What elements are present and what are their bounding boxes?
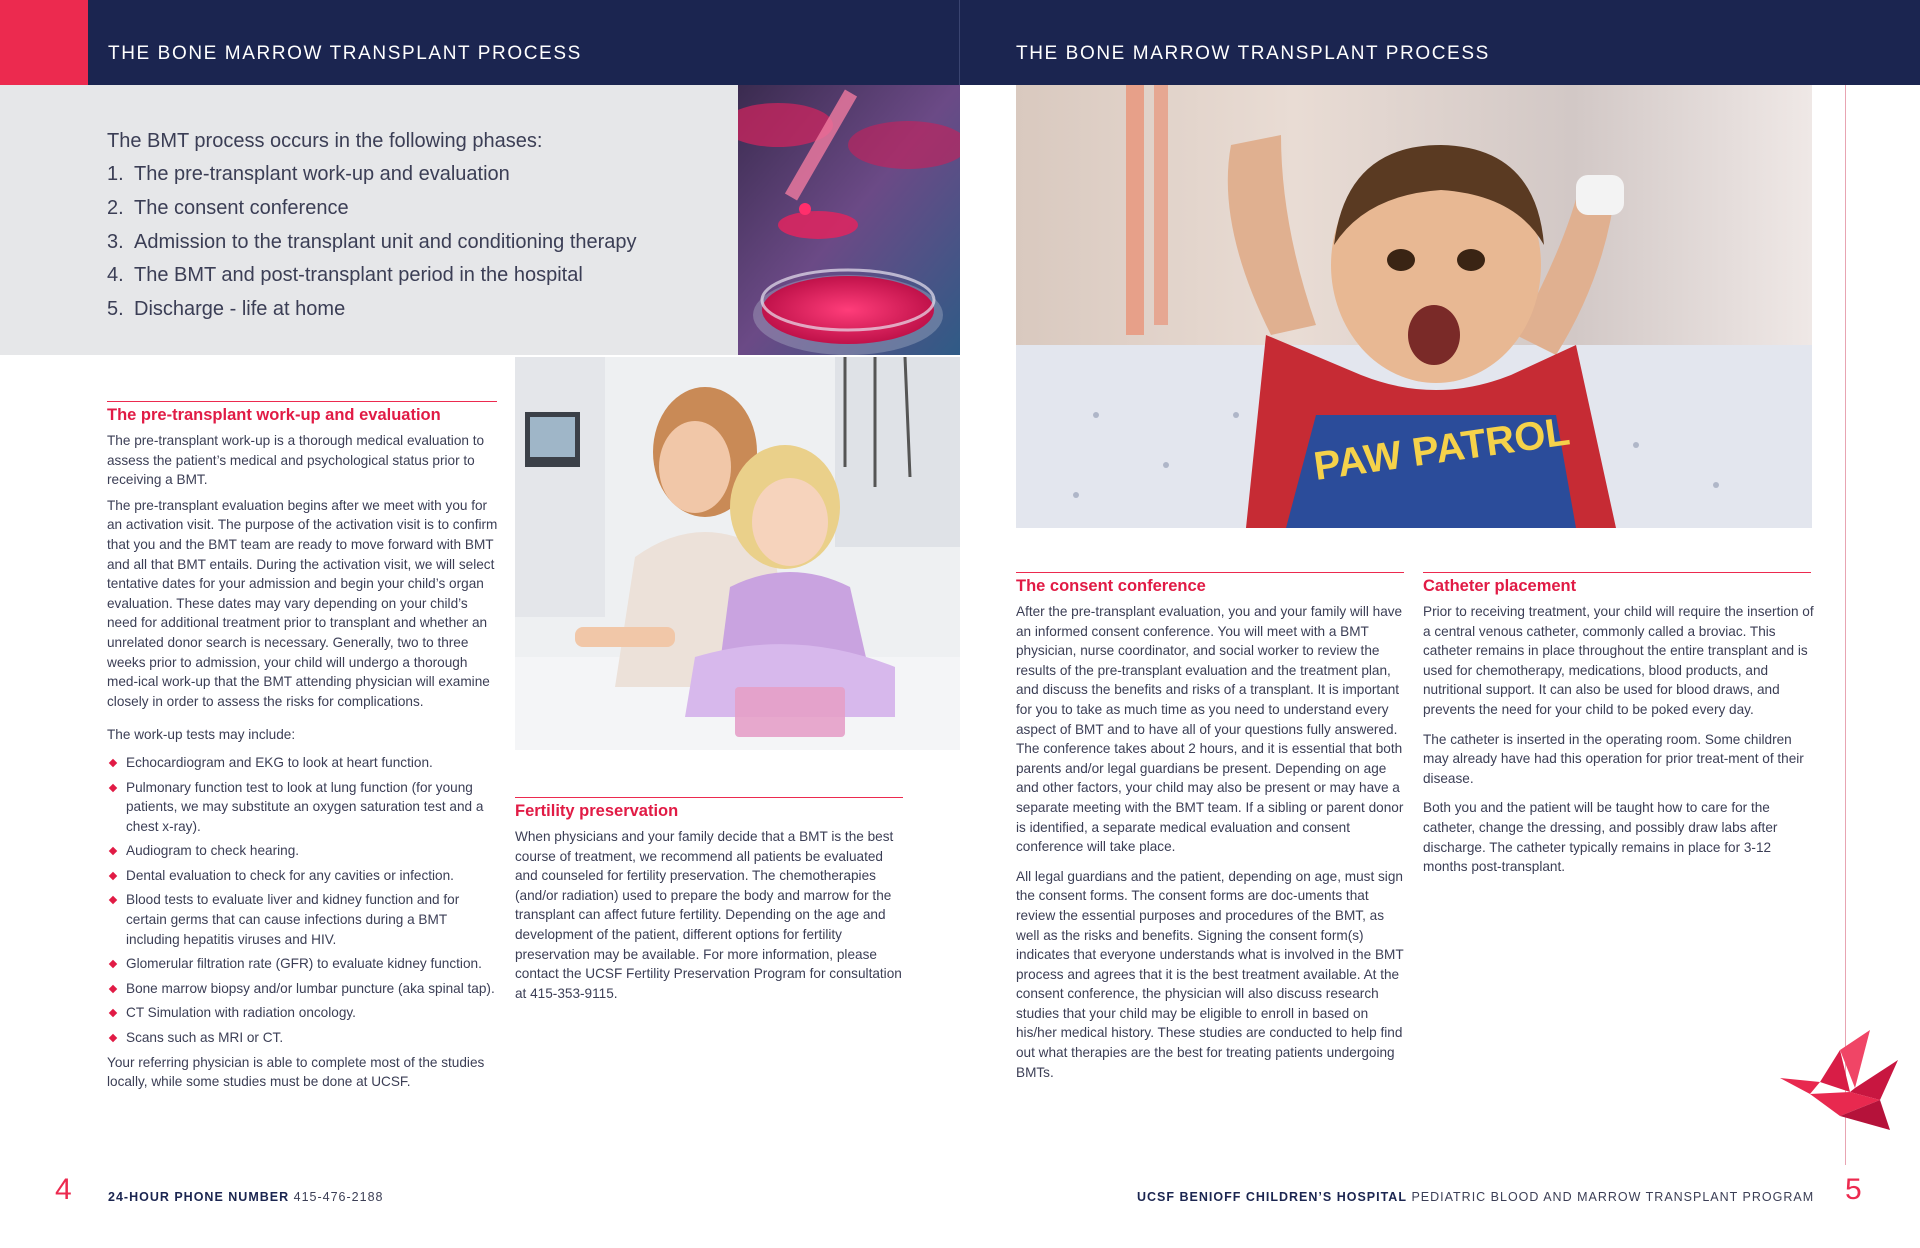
consent-paragraph: All legal guardians and the patient, depending on age, must sign the consent forms. The consent forms are doc-uments that review the essential purposes and procedures of the BMT, as well as the risks and benefits. Signing the consent form(s) indicates that everyone understands what is involved in the BMT process and agrees that it is the best treatment available. At the consent conference, the physician will also discuss research studies that your child may be eligible to enroll in based on his/her medical history. These studies are conducted to help find out what therapies are the best for treating patients undergoing BMTs. (1016, 868, 1404, 1080)
fertility-heading: Fertility preservation (515, 802, 679, 820)
list-item: Blood tests to evaluate liver and kidney function and for certain germs that can cause infections during a BMT including hepatitis viruses and HIV. (107, 890, 499, 949)
page-number-left: 4 (55, 1173, 72, 1206)
section-rule (515, 797, 903, 798)
right-page-title: THE BONE MARROW TRANSPLANT PROCESS (1016, 43, 1490, 64)
bullet-diamond-icon (109, 783, 117, 791)
pretransplant-paragraph: The pre-transplant evaluation begins after we meet with you for an activation visit. The purpose of the activation visit is to confirm that you and the BMT team are ready to move forward with BMT and all that BMT entails. During the activation visit, we will select tentative dates for your admission and begin your child’s organ evaluation. These dates may vary depending on your child’s need for additional treatment prior to transplant and whether an unrelated donor search is necessary. Generally, two to three weeks prior to admission, your child will undergo a thorough med-ical work-up that the BMT attending physician will examine closely in order to assess the risks for complications. (107, 497, 498, 709)
catheter-paragraph: The catheter is inserted in the operating room. Some children may already have had this operation for prior treat-ment of their disease. (1423, 731, 1804, 786)
list-item: Audiogram to check hearing. (107, 841, 499, 861)
phase-item: 4. The BMT and post-transplant period in the hospital (107, 264, 583, 286)
list-item: Echocardiogram and EKG to look at heart function. (107, 753, 499, 773)
fertility-body: When physicians and your family decide that a BMT is the best course of treatment, we recommend all patients be evaluated and counseled for fertility preservation. The chemotherapies (and/or radiation) used to prepare the body and marrow for the transplant can affect future fertility. Depending on the age and development of the patient, different options for fertility preservation may be available. For more information, please contact the UCSF Fertility Preservation Program for consultation at 415-353-9115. (515, 829, 902, 1001)
bullet-diamond-icon (109, 872, 117, 880)
list-item: Dental evaluation to check for any cavities or infection. (107, 866, 499, 886)
origami-crane-icon (1780, 1030, 1905, 1130)
catheter-body (1423, 602, 1815, 883)
bullet-diamond-icon (109, 1034, 117, 1042)
footer-phone: 24-HOUR PHONE NUMBER 415-476-2188 (108, 1190, 384, 1204)
left-page-title: THE BONE MARROW TRANSPLANT PROCESS (108, 43, 582, 64)
consent-heading: The consent conference (1016, 577, 1206, 595)
consent-body (1016, 602, 1408, 1088)
tests-list (107, 753, 499, 1048)
phase-item: 3. Admission to the transplant unit and conditioning therapy (107, 231, 637, 253)
phase-item: 5. Discharge - life at home (107, 298, 346, 320)
petri-dish-photo (738, 85, 960, 355)
phase-item: 2. The consent conference (107, 197, 349, 219)
section-rule (1423, 572, 1811, 573)
mother-daughter-photo (515, 357, 960, 750)
consent-paragraph: After the pre-transplant evaluation, you and your family will have an informed consent conference. You will meet with a BMT physician, nurse coordinator, and social worker to review the results of the pre-transplant evaluation and the treatment plan, and discuss the benefits and risks of a transplant. It is important for you to take as much time as you need to understand every aspect of BMT and to have all of your questions fully answered. The conference takes about 2 hours, and it is essential that both parents and/or legal guardians be present. Depending on age and other factors, your child may also be present or may have a separate meeting with the BMT team. If a sibling or parent donor is identified, a separate medical evaluation and consent conference will take place. (1016, 604, 1404, 855)
bullet-diamond-icon (109, 847, 117, 855)
bullet-diamond-icon (109, 985, 117, 993)
list-item: Glomerular filtration rate (GFR) to evaluate kidney function. (107, 954, 499, 974)
intro-lead-text: The BMT process occurs in the following phases: (107, 130, 543, 152)
pretransplant-closing: Your referring physician is able to complete most of the studies locally, while some studies must be done at UCSF. (107, 1054, 485, 1090)
footer-program: UCSF BENIOFF CHILDREN’S HOSPITAL PEDIATRIC BLOOD AND MARROW TRANSPLANT PROGRAM (1137, 1190, 1815, 1204)
bullet-diamond-icon (109, 896, 117, 904)
right-margin-line (1845, 85, 1846, 1165)
svg-text:PAW PATROL: PAW PATROL (1311, 409, 1573, 489)
pretransplant-heading: The pre-transplant work-up and evaluation (107, 406, 441, 424)
list-item: Scans such as MRI or CT. (107, 1028, 499, 1048)
bullet-diamond-icon (109, 960, 117, 968)
tests-intro: The work-up tests may include: (107, 727, 296, 743)
bullet-diamond-icon (109, 759, 117, 767)
page-spread-divider (959, 0, 960, 85)
list-item: Bone marrow biopsy and/or lumbar puncture (aka spinal tap). (107, 979, 499, 999)
pretransplant-body (107, 431, 499, 1098)
boy-cheering-photo (1016, 85, 1812, 528)
pretransplant-paragraph: The pre-transplant work-up is a thorough medical evaluation to assess the patient’s medical and psychological status prior to receiving a BMT. (107, 433, 485, 488)
header-accent-block (0, 0, 88, 85)
catheter-paragraph: Prior to receiving treatment, your child will require the insertion of a central venous catheter, commonly called a broviac. This catheter remains in place throughout the entire transplant and is used for chemotherapy, medications, blood products, and nutritional support. It can also be used for blood draws, and prevents the need for your child to be poked every day. (1423, 604, 1814, 717)
phase-item: 1. The pre-transplant work-up and evaluation (107, 163, 510, 185)
page-number-right: 5 (1845, 1173, 1862, 1206)
section-rule (1016, 572, 1404, 573)
section-rule (107, 401, 497, 402)
catheter-paragraph: Both you and the patient will be taught how to care for the catheter, change the dressing, and possibly draw labs after discharge. The catheter typically remains in place for 3-12 months post-transplant. (1423, 800, 1778, 875)
bullet-diamond-icon (109, 1009, 117, 1017)
catheter-heading: Catheter placement (1423, 577, 1577, 595)
list-item: Pulmonary function test to look at lung function (for young patients, we may substitute an oxygen saturation test and a chest x-ray). (107, 778, 499, 837)
list-item: CT Simulation with radiation oncology. (107, 1003, 499, 1023)
